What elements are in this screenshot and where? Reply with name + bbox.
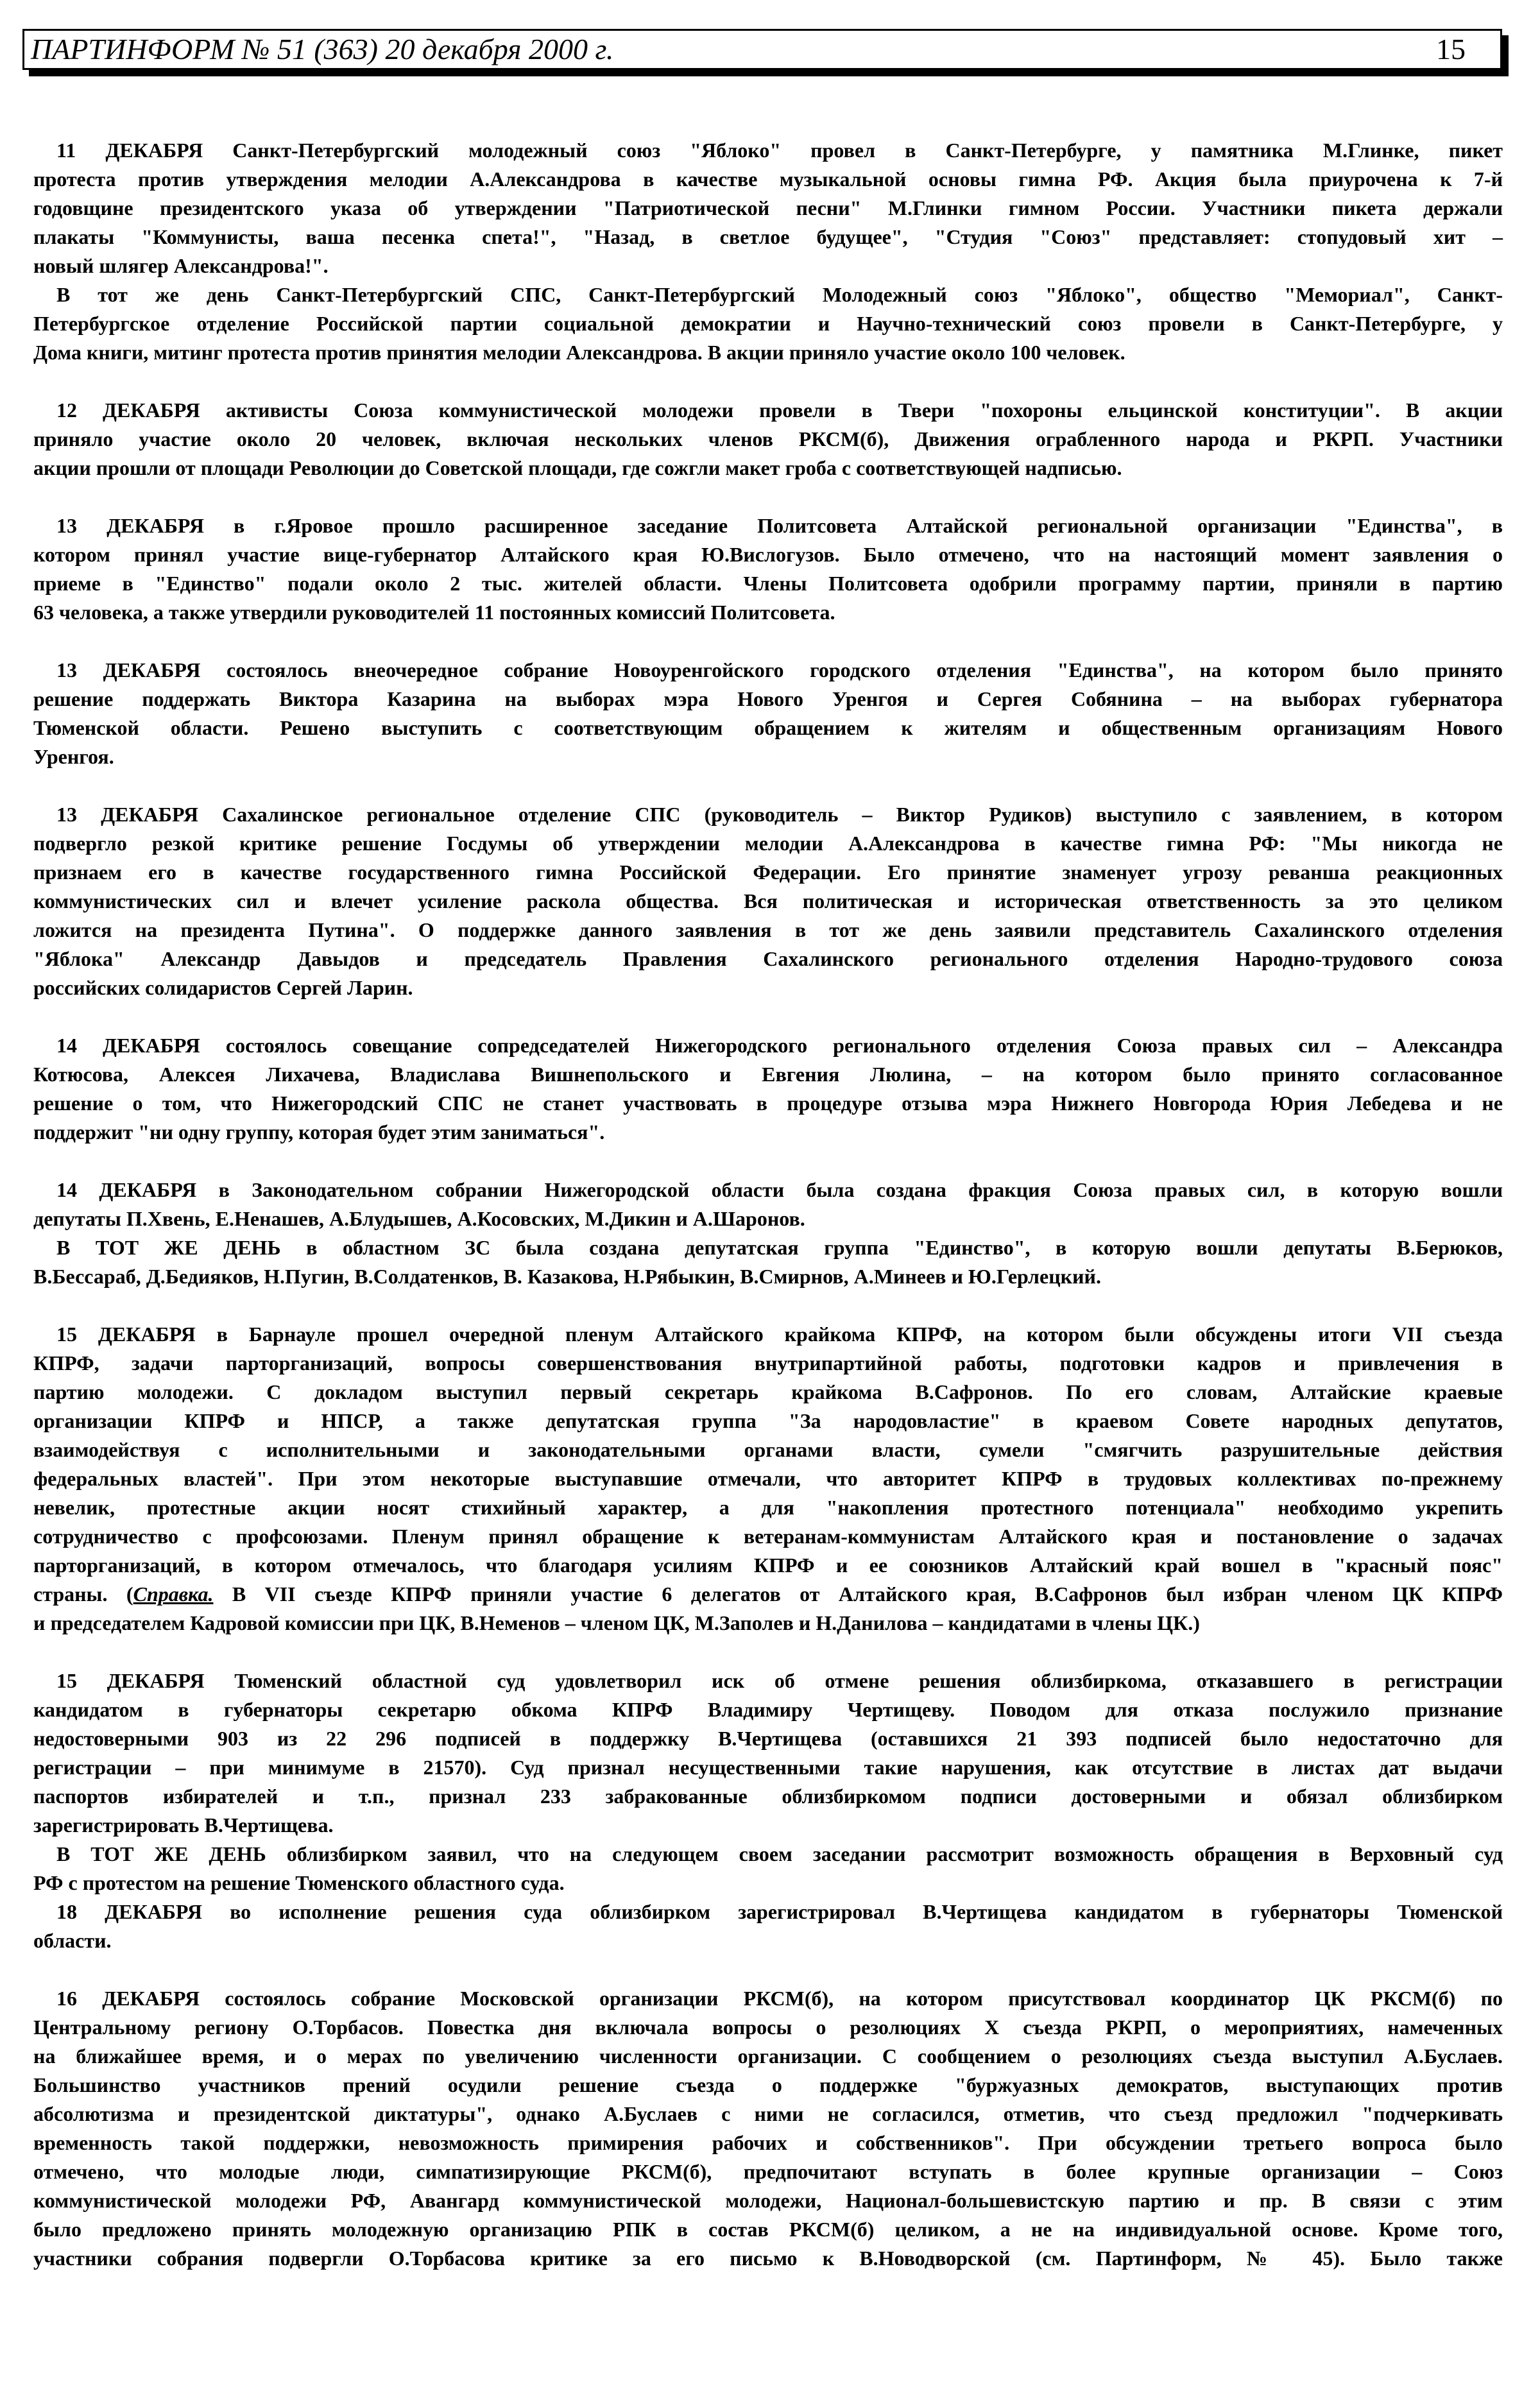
text-line: приеме в "Единство" подали около 2 тыс. жителей области. Члены Политсовета одобрили программу партии, приняли в партию	[33, 572, 1503, 595]
news-paragraph	[33, 511, 1503, 627]
text-line	[33, 1580, 1503, 1609]
news-paragraph	[33, 1898, 1503, 1955]
text-line: 16 ДЕКАБРЯ состоялось собрание Московской организации РКСМ(б), на котором присутствовал координатор ЦК РКСМ(б) по	[56, 1987, 1503, 2010]
text-line: 14 ДЕКАБРЯ в Законодательном собрании Нижегородской области была создана фракция Союза правых сил, в которую вошли	[56, 1178, 1503, 1201]
text-line: протеста против утверждения мелодии А.Александрова в качестве музыкальной основы гимна РФ. Акция была приурочена к 7-й	[33, 167, 1503, 191]
text-fragment: страны. (	[33, 1582, 133, 1606]
text-line: было предложено принять молодежную организацию РПК в состав РКСМ(б) целиком, а не на индивидуальной основе. Кроме того,	[33, 2218, 1503, 2241]
text-line: участники собрания подвергли О.Торбасова критике за его письмо к В.Новодворской (см. Партинформ, № 45). Было также	[33, 2247, 1503, 2270]
text-line: Котюсова, Алексея Лихачева, Владислава Вишнепольского и Евгения Люлина, – на котором было принято согласованное	[33, 1063, 1503, 1086]
text-line: 15 ДЕКАБРЯ Тюменский областной суд удовлетворил иск об отмене решения облизбиркома, отказавшего в регистрации	[56, 1669, 1503, 1692]
text-line: 13 ДЕКАБРЯ Сахалинское региональное отделение СПС (руководитель – Виктор Рудиков) выступило с заявлением, в котором	[56, 803, 1503, 826]
text-line: регистрации – при минимуме в 21570). Суд признал несущественными такие нарушения, как отсутствие в листах дат выдачи	[33, 1756, 1503, 1779]
text-line: коммунистических сил и влечет усиление раскола общества. Вся политическая и историческая ответственность за это целиком	[33, 889, 1503, 913]
page-header	[22, 29, 1502, 70]
text-line: депутаты П.Хвень, Е.Ненашев, А.Блудышев, А.Косовских, М.Дикин и А.Шаронов.	[33, 1207, 805, 1230]
text-line: РФ с протестом на решение Тюменского областного суда.	[33, 1871, 565, 1894]
reference-note-label: Справка.	[133, 1582, 214, 1606]
text-line: недостоверными 903 из 22 296 подписей в поддержку В.Чертищева (оставшихся 21 393 подписей было недостаточно для	[33, 1727, 1503, 1750]
text-line: взаимодействуя с исполнительными и законодательными органами власти, сумели "смягчить разрушительные действия	[33, 1438, 1503, 1461]
text-line: организации КПРФ и НПСР, а также депутатская группа "За народовластие" в краевом Совете народных депутатов,	[33, 1409, 1503, 1432]
news-paragraph	[33, 1233, 1503, 1291]
text-line: "Яблока" Александр Давыдов и председатель Правления Сахалинского регионального отделения Народно-трудового союза	[33, 947, 1503, 970]
text-line: Петербургское отделение Российской партии социальной демократии и Научно-технический союз провели в Санкт-Петербурге, у	[33, 312, 1503, 335]
text-line: поддержит "ни одну группу, которая будет этим заниматься".	[33, 1120, 605, 1144]
text-line: Большинство участников прений осудили решение съезда о поддержке "буржуазных демократов, выступающих против	[33, 2073, 1503, 2096]
text-line: признаем его в качестве государственного гимна Российской Федерации. Его принятие знаменует угрозу реванша реакционных	[33, 861, 1503, 884]
news-paragraph	[33, 656, 1503, 771]
text-line: 15 ДЕКАБРЯ в Барнауле прошел очередной пленум Алтайского крайкома КПРФ, на котором были обсуждены итоги VII съезда	[56, 1323, 1503, 1346]
text-line: 13 ДЕКАБРЯ состоялось внеочередное собрание Новоуренгойского городского отделения "Единства", на котором было принято	[56, 658, 1503, 681]
text-line: 12 ДЕКАБРЯ активисты Союза коммунистической молодежи провели в Твери "похороны ельцинской конституции". В акции	[56, 398, 1503, 422]
text-fragment: В VII съезде КПРФ приняли участие 6 делегатов от Алтайского края, В.Сафронов был избран членом ЦК КПРФ	[213, 1582, 1503, 1606]
news-paragraph	[33, 1031, 1503, 1147]
text-line: партию молодежи. С докладом выступил первый секретарь крайкома В.Сафронов. По его словам, Алтайские краевые	[33, 1380, 1503, 1403]
text-line: 14 ДЕКАБРЯ состоялось совещание сопредседателей Нижегородского регионального отделения Союза правых сил – Александра	[56, 1034, 1503, 1057]
news-paragraph	[33, 136, 1503, 280]
text-line: сотрудничество с профсоюзами. Пленум принял обращение к ветеранам-коммунистам Алтайского края и постановление о задачах	[33, 1525, 1503, 1548]
text-line: приняло участие около 20 человек, включая нескольких членов РКСМ(б), Движения ограбленного народа и РКРП. Участники	[33, 427, 1503, 450]
text-line: Центральному региону О.Торбасов. Повестка дня включала вопросы о резолюциях X съезда РКРП, о мероприятиях, намеченных	[33, 2016, 1503, 2039]
text-line: Уренгоя.	[33, 745, 114, 768]
text-line: парторганизаций, в котором отмечалось, что благодаря усилиям КПРФ и ее союзников Алтайский край вошел в "красный пояс"	[33, 1554, 1503, 1577]
text-line: В тот же день Санкт-Петербургский СПС, Санкт-Петербургский Молодежный союз "Яблоко", общество "Мемориал", Санкт-	[56, 283, 1503, 306]
text-line: 13 ДЕКАБРЯ в г.Яровое прошло расширенное заседание Политсовета Алтайской региональной организации "Единства", в	[56, 514, 1503, 537]
publication-title: ПАРТИНФОРМ № 51 (363) 20 декабря 2000 г.	[31, 33, 614, 65]
text-line: В ТОТ ЖЕ ДЕНЬ в областном ЗС была создана депутатская группа "Единство", в которую вошли депутаты В.Берюков,	[56, 1236, 1503, 1259]
text-line: и председателем Кадровой комиссии при ЦК, В.Неменов – членом ЦК, М.Заполев и Н.Данилова – кандидатами в члены ЦК.)	[33, 1611, 1200, 1634]
text-line: новый шлягер Александрова!".	[33, 254, 329, 277]
news-paragraph	[33, 1320, 1503, 1638]
text-line: федеральных властей". При этом некоторые выступавшие отмечали, что авторитет КПРФ в трудовых коллективах по-прежнему	[33, 1467, 1503, 1490]
news-paragraph	[33, 1667, 1503, 1840]
text-line: решение поддержать Виктора Казарина на выборах мэра Нового Уренгоя и Сергея Собянина – на выборах губернатора	[33, 687, 1503, 710]
text-line: на ближайшее время, и о мерах по увеличению численности организации. С сообщением о резолюциях съезда выступил А.Буслаев.	[33, 2044, 1503, 2068]
text-line: плакаты "Коммунисты, ваша песенка спета!", "Назад, в светлое будущее", "Студия "Союз" представляет: стопудовый хит –	[33, 225, 1503, 248]
text-line: коммунистической молодежи РФ, Авангард коммунистической молодежи, Национал-большевистскую партию и пр. В связи с этим	[33, 2189, 1503, 2212]
text-line: В.Бессараб, Д.Бедияков, Н.Пугин, В.Солдатенков, В. Казакова, Н.Рябыкин, В.Смирнов, А.Минеев и Ю.Герлецкий.	[33, 1265, 1101, 1288]
text-line: Тюменской области. Решено выступить с соответствующим обращением к жителям и общественным организациям Нового	[33, 716, 1503, 739]
text-line: 63 человека, а также утвердили руководителей 11 постоянных комиссий Политсовета.	[33, 601, 835, 624]
text-line: 11 ДЕКАБРЯ Санкт-Петербургский молодежный союз "Яблоко" провел в Санкт-Петербурге, у памятника М.Глинке, пикет	[56, 139, 1503, 162]
text-line: В ТОТ ЖЕ ДЕНЬ облизбирком заявил, что на следующем своем заседании рассмотрит возможность обращения в Верховный суд	[56, 1842, 1503, 1865]
text-line: абсолютизма и президентской диктатуры", однако А.Буслаев с ними не согласился, отметив, что съезд предложил "подчеркивать	[33, 2102, 1503, 2125]
news-paragraph	[33, 1984, 1503, 2273]
text-line: решение о том, что Нижегородский СПС не станет участвовать в процедуре отзыва мэра Нижнего Новгорода Юрия Лебедева и не	[33, 1092, 1503, 1115]
text-line: отмечено, что молодые люди, симпатизирующие РКСМ(б), предпочитают вступать в более крупные организации – Союз	[33, 2160, 1503, 2183]
page-number: 15	[1436, 33, 1466, 65]
news-paragraph	[33, 1176, 1503, 1233]
text-line: КПРФ, задачи парторганизаций, вопросы совершенствования внутрипартийной работы, подготовки кадров и привлечения в	[33, 1351, 1503, 1375]
text-line: годовщине президентского указа об утверждении "Патриотической песни" М.Глинки гимном России. Участники пикета держали	[33, 196, 1503, 219]
text-line: ложится на президента Путина". О поддержке данного заявления в тот же день заявили представитель Сахалинского отделения	[33, 918, 1503, 941]
text-line: российских солидаристов Сергей Ларин.	[33, 976, 413, 999]
news-paragraph	[33, 396, 1503, 483]
text-line: Дома книги, митинг протеста против принятия мелодии Александрова. В акции приняло участие около 100 человек.	[33, 341, 1125, 364]
text-line: паспортов избирателей и т.п., признал 233 забракованные облизбиркомом подписи достоверными и обязал облизбирком	[33, 1785, 1503, 1808]
article-body	[33, 136, 1503, 2273]
text-line: временность такой поддержки, невозможность примирения рабочих и собственников". При обсуждении третьего вопроса было	[33, 2131, 1503, 2154]
text-line: акции прошли от площади Революции до Советской площади, где сожгли макет гроба с соответствующей надписью.	[33, 456, 1122, 479]
news-paragraph	[33, 800, 1503, 1002]
text-line: 18 ДЕКАБРЯ во исполнение решения суда облизбирком зарегистрировал В.Чертищева кандидатом в губернаторы Тюменской	[56, 1900, 1503, 1923]
news-paragraph	[33, 280, 1503, 367]
news-paragraph	[33, 1840, 1503, 1898]
text-line: зарегистрировать В.Чертищева.	[33, 1813, 334, 1837]
text-line: невелик, протестные акции носят стихийный характер, а для "накопления протестного потенциала" необходимо укрепить	[33, 1496, 1503, 1519]
text-line: котором принял участие вице-губернатор Алтайского края Ю.Вислогузов. Было отмечено, что на настоящий момент заявления о	[33, 543, 1503, 566]
text-line: подвергло резкой критике решение Госдумы об утверждении мелодии А.Александрова в качестве гимна РФ: "Мы никогда не	[33, 832, 1503, 855]
text-line: области.	[33, 1929, 112, 1952]
text-line: кандидатом в губернаторы секретарю обкома КПРФ Владимиру Чертищеву. Поводом для отказа послужило признание	[33, 1698, 1503, 1721]
